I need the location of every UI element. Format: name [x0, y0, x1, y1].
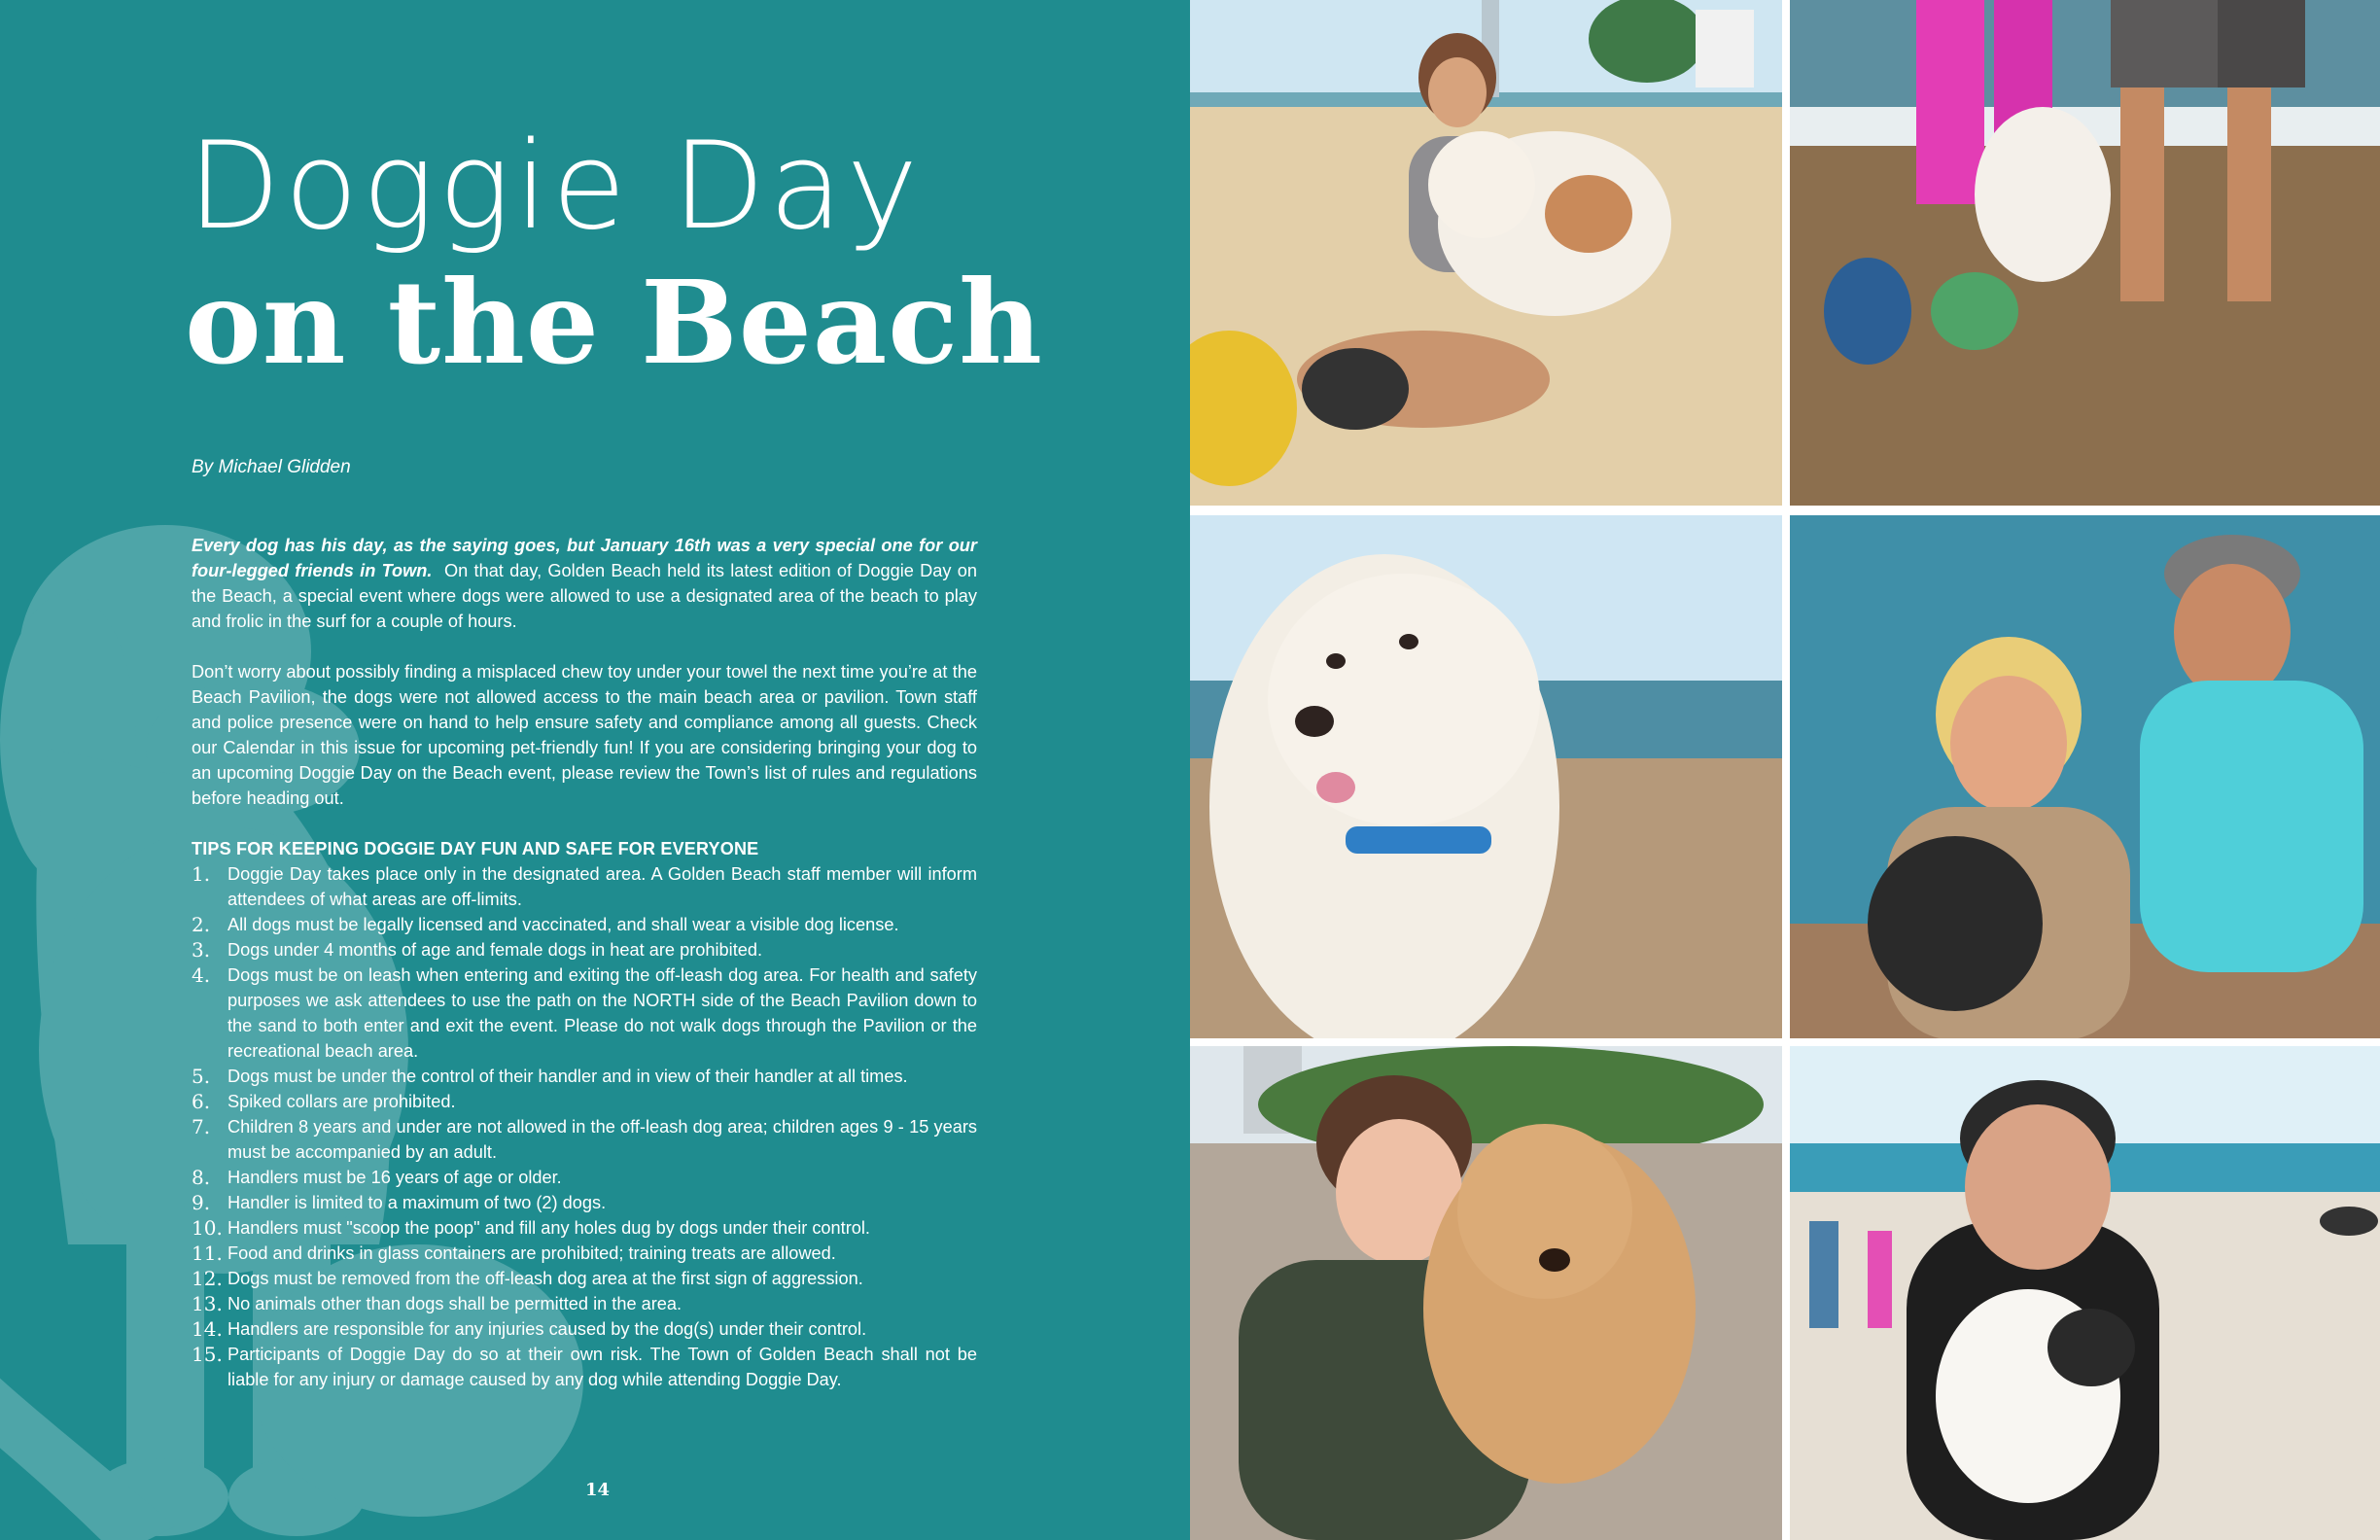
- photo-small-dogs-on-leash: [1790, 0, 2380, 506]
- tip-text: No animals other than dogs shall be permitted in the area.: [228, 1294, 682, 1313]
- tip-item: [192, 1114, 977, 1165]
- tip-number: 13.: [192, 1292, 223, 1315]
- article-body: [192, 533, 977, 1392]
- tip-item: [192, 1165, 977, 1190]
- tip-number: 2.: [192, 913, 211, 936]
- tip-text: Dogs must be on leash when entering and exiting the off-leash dog area. For health and safety purposes we ask attendees to use the path on the NORTH side of the Beach Pavilion down to the sand to both enter and exit the event. Please do not walk dogs through the Pavilion or the recreational beach area.: [228, 965, 977, 1061]
- tip-item: [192, 1089, 977, 1114]
- tip-number: 10.: [192, 1216, 223, 1240]
- page-number-left: 14: [585, 1480, 611, 1500]
- tip-item: [192, 962, 977, 1064]
- tip-number: 3.: [192, 938, 211, 962]
- tip-item: [192, 937, 977, 962]
- tip-number: 11.: [192, 1242, 223, 1265]
- photo-woman-with-dogs: [1190, 0, 1782, 506]
- tip-number: 14.: [192, 1317, 223, 1341]
- byline: By Michael Glidden: [192, 457, 351, 477]
- tip-text: Spiked collars are prohibited.: [228, 1092, 456, 1111]
- tip-item: [192, 861, 977, 912]
- tip-text: Dogs must be removed from the off-leash dog area at the first sign of aggression.: [228, 1269, 863, 1288]
- paragraph-2: Don’t worry about possibly finding a misplaced chew toy under your towel the next time you’re at the Beach Pavilion, the dogs were not allowed access to the main beach area or pavilion. Town staff and police presence were on hand to help ensure safety and compliance among all guests. Check our Calendar in this issue for upcoming pet-friendly fun! If you are considering bringing your dog to an upcoming Doggie Day on the Beach event, please review the Town’s list of rules and regulations before heading out.: [192, 662, 977, 808]
- tip-number: 15.: [192, 1343, 223, 1366]
- tip-number: 8.: [192, 1166, 211, 1189]
- lead-rest: On that day, Golden Beach held its latest edition of Doggie Day on the Beach, a special event where dogs were allowed to use a designated area of the beach to play and frolic in the surf for a couple of hours.: [192, 561, 977, 631]
- tip-text: Participants of Doggie Day do so at their own risk. The Town of Golden Beach shall not be liable for any injury or damage caused by any dog while attending Doggie Day.: [228, 1345, 977, 1389]
- tip-number: 12.: [192, 1267, 223, 1290]
- tip-item: [192, 1215, 977, 1241]
- photo-white-doodle-closeup: [1190, 515, 1782, 1038]
- tip-text: Dogs under 4 months of age and female dogs in heat are prohibited.: [228, 940, 763, 960]
- tip-text: All dogs must be legally licensed and vaccinated, and shall wear a visible dog license.: [228, 915, 899, 934]
- photo-woman-hugging-bulldog: [1790, 1046, 2380, 1540]
- tip-number: 7.: [192, 1115, 211, 1138]
- photo-girl-with-goldendoodle: [1190, 1046, 1782, 1540]
- tip-item: [192, 1316, 977, 1342]
- tip-text: Handlers must be 16 years of age or older.: [228, 1168, 562, 1187]
- tip-item: [192, 912, 977, 937]
- tip-text: Doggie Day takes place only in the designated area. A Golden Beach staff member will inform attendees of what areas are off-limits.: [228, 864, 977, 909]
- article-title-line-1: Doggie Day: [188, 117, 923, 257]
- tip-item: [192, 1241, 977, 1266]
- tip-number: 6.: [192, 1090, 211, 1113]
- tip-number: 5.: [192, 1065, 211, 1088]
- tips-heading: TIPS FOR KEEPING DOGGIE DAY FUN AND SAFE FOR EVERYONE: [192, 839, 759, 858]
- tip-text: Handlers are responsible for any injuries caused by the dog(s) under their control.: [228, 1319, 867, 1339]
- tip-item: [192, 1190, 977, 1215]
- tips-list: [192, 861, 977, 1392]
- tip-text: Handler is limited to a maximum of two (2) dogs.: [228, 1193, 607, 1212]
- lead-emphasis: Every dog has his day, as the saying goes, but January 16th was a very special one for our four-legged friends in Town.: [192, 536, 977, 580]
- tip-text: Food and drinks in glass containers are prohibited; training treats are allowed.: [228, 1243, 836, 1263]
- tip-item: [192, 1064, 977, 1089]
- tip-item: [192, 1266, 977, 1291]
- tip-item: [192, 1291, 977, 1316]
- right-page: [1190, 0, 2380, 1540]
- photo-couple-with-dog: [1790, 515, 2380, 1038]
- tip-number: 1.: [192, 862, 211, 886]
- tip-text: Dogs must be under the control of their handler and in view of their handler at all times.: [228, 1067, 908, 1086]
- tip-text: Children 8 years and under are not allowed in the off-leash dog area; children ages 9 - 15 years must be accompanied by an adult.: [228, 1117, 977, 1162]
- tip-number: 9.: [192, 1191, 211, 1214]
- tip-item: [192, 1342, 977, 1392]
- lead-paragraph: [192, 533, 977, 634]
- tip-text: Handlers must "scoop the poop" and fill any holes dug by dogs under their control.: [228, 1218, 870, 1238]
- tip-number: 4.: [192, 963, 211, 987]
- article-title-line-2: on the Beach: [185, 255, 1043, 390]
